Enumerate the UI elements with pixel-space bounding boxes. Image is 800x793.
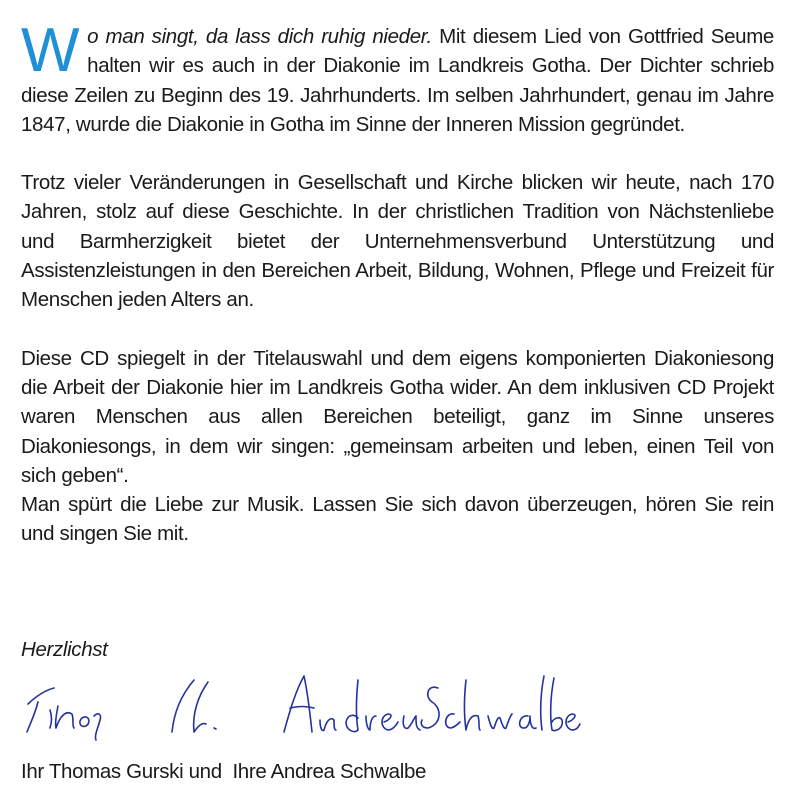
drop-cap: W xyxy=(21,16,80,85)
signature-icon xyxy=(22,666,582,746)
closing-greeting: Herzlichst xyxy=(21,638,108,661)
intro-italic-lead: o man singt, da lass dich ruhig nieder. xyxy=(87,25,432,48)
intro-text: Mit diesem Lied von Gottfried Seume halten wir es auch in der Diakonie im Landkreis Gotha. Der Dichter schrieb diese Zeilen zu Beginn des 19. Jahrhunderts. Im selben Jahrhundert, genau im Jahre 1847, wurde die Diakonie in Gotha im Sinne der Inneren Mission gegründet. xyxy=(21,25,774,136)
paragraph-cd-project: Diese CD spiegelt in der Titelauswahl und dem eigens komponierten Diakoniesong die Arbeit der Diakonie hier im Landkreis Gotha wider. An dem inklusiven CD Projekt waren Menschen aus allen Bereichen beteiligt, ganz im Sinne unseres Diakoniesongs, in dem wir singen: „gemeinsam arbeiten und leben, einen Teil von sich geben“. xyxy=(21,346,774,487)
paragraph-history: Trotz vieler Veränderungen in Gesellschaft und Kirche blicken wir heute, nach 170 Jahren, stolz auf diese Geschichte. In der christlichen Tradition von Nächstenliebe und Barmherzigkeit bietet der Unternehmensverbund Unterstützung und Assistenzleistungen in den Bereichen Arbeit, Bildung, Wohnen, Pflege und Freizeit für Menschen jeden Alters an. xyxy=(21,171,774,312)
intro-paragraph xyxy=(21,16,774,139)
letter-body xyxy=(21,16,774,578)
paragraph-music: Man spürt die Liebe zur Musik. Lassen Sie sich davon überzeugen, hören Sie rein und singen Sie mit. xyxy=(21,493,774,546)
signatory-names: Ihr Thomas Gurski und Ihre Andrea Schwalbe xyxy=(21,760,427,783)
